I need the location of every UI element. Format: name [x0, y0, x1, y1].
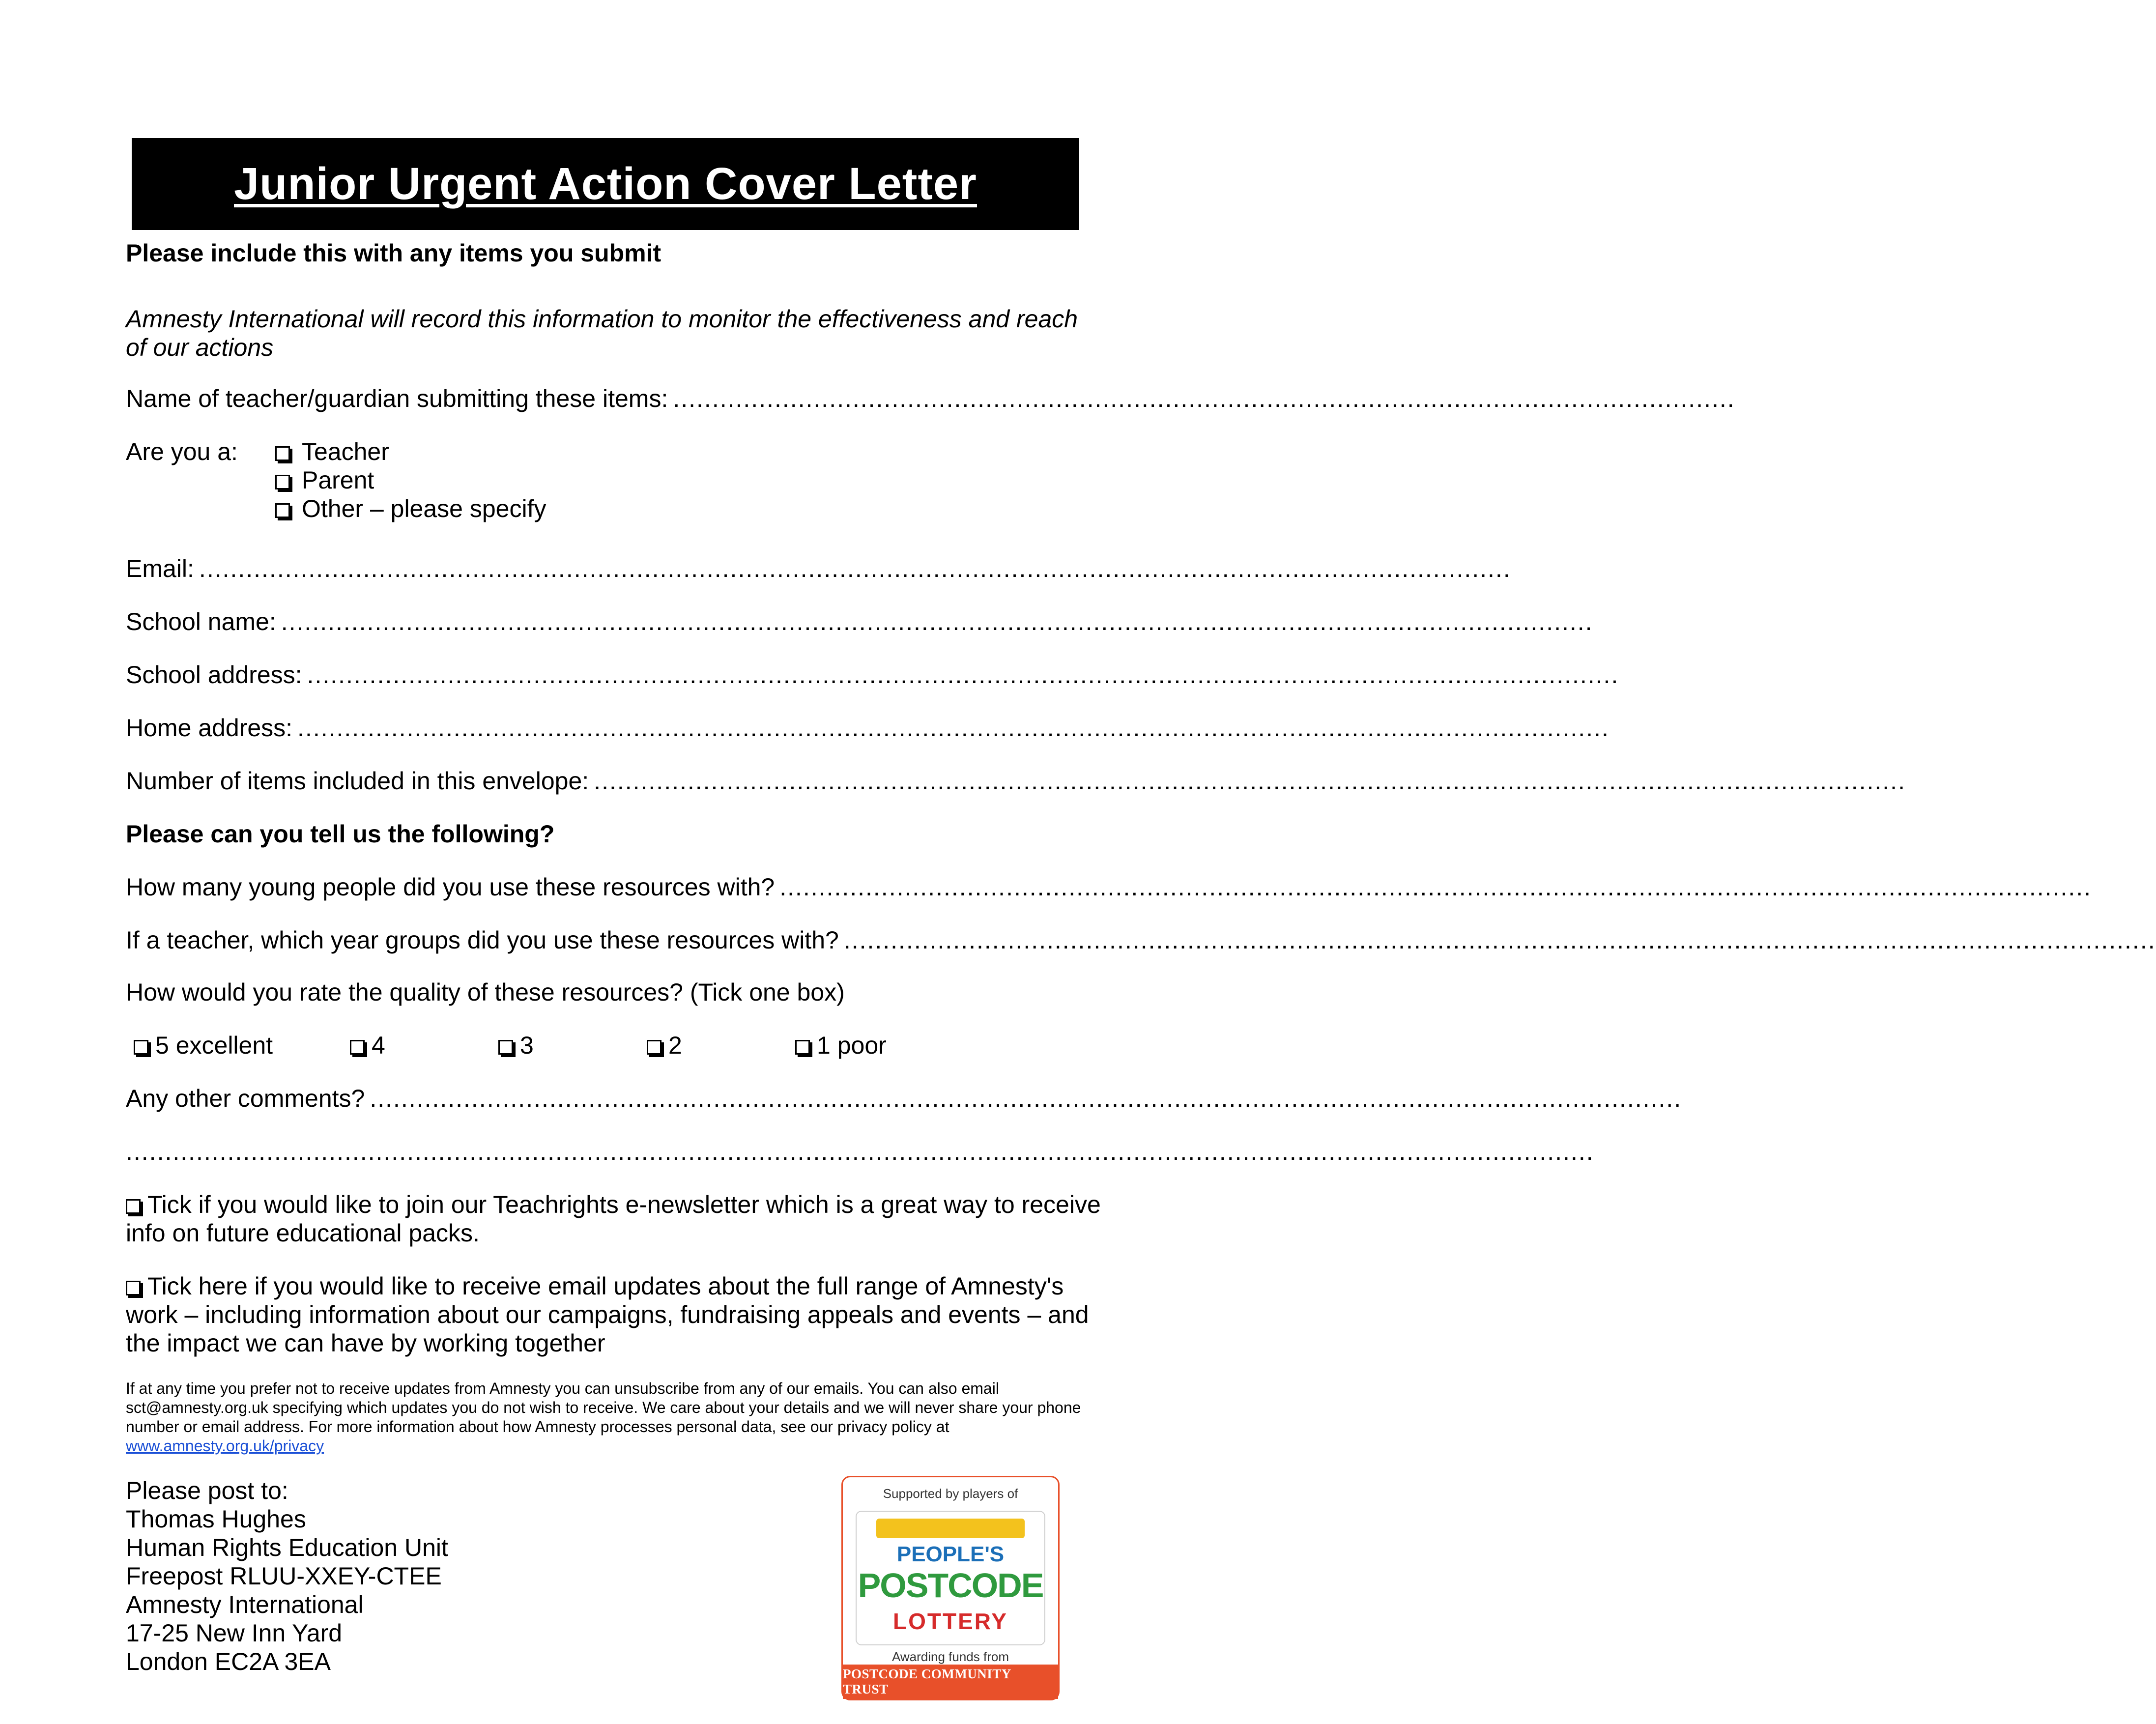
item-count-label: Number of items included in this envelope:: [126, 767, 589, 795]
comments-field[interactable]: [126, 1084, 1682, 1113]
item-count-field[interactable]: [126, 767, 1906, 795]
teacher-name-label: Name of teacher/guardian submitting these items:: [126, 385, 668, 412]
title-banner: [132, 138, 1079, 230]
privacy-text: If at any time you prefer not to receive updates from Amnesty you can unsubscribe from any of our emails. You can also email sct@amnesty.org.uk specifying which updates you do not wish to receive. We care about your details and we will never share your phone number or email address. For more information about how Amnesty processes personal data, see our privacy policy at: [126, 1379, 1081, 1436]
checkbox[interactable]: [647, 1040, 661, 1055]
newsletter-text: Tick if you would like to join our Teachrights e-newsletter which is a great way to receive info on future educational packs.: [126, 1191, 1101, 1247]
option-label: 2: [668, 1032, 682, 1059]
updates-option[interactable]: [126, 1272, 1104, 1357]
dotted-line: ........................................................................................................................................................................: [307, 661, 1619, 689]
school-name-field[interactable]: [126, 607, 1593, 636]
privacy-link[interactable]: www.amnesty.org.uk/privacy: [126, 1437, 324, 1455]
intro-text: Amnesty International will record this information to monitor the effectiveness and reach of our actions: [126, 305, 1078, 361]
email-label: Email:: [126, 555, 194, 582]
young-people-label: How many young people did you use these resources with?: [126, 873, 775, 901]
rating-option-1[interactable]: [795, 1031, 887, 1060]
school-name-label: School name:: [126, 608, 276, 635]
year-groups-label: If a teacher, which year groups did you use these resources with?: [126, 926, 839, 954]
home-address-label: Home address:: [126, 714, 293, 742]
checkbox[interactable]: [350, 1040, 365, 1055]
rating-option-3[interactable]: [498, 1031, 534, 1060]
checkbox[interactable]: [126, 1199, 141, 1214]
option-label: Other – please specify: [302, 495, 546, 522]
dotted-line: ........................................................................................................................................................................: [370, 1085, 1682, 1112]
checkbox[interactable]: [275, 503, 290, 518]
school-address-field[interactable]: [126, 661, 1619, 689]
logo-line-peoples: PEOPLE'S: [896, 1542, 1005, 1566]
rating-question: How would you rate the quality of these resources? (Tick one box): [126, 978, 845, 1006]
logo-trust-band: POSTCODE COMMUNITY TRUST: [843, 1665, 1058, 1699]
option-label: Teacher: [302, 438, 389, 465]
page-title: Junior Urgent Action Cover Letter: [234, 159, 977, 209]
dotted-line: ............................................................................................................................................................................................: [126, 1138, 1594, 1165]
ribbon-icon: [876, 1519, 1025, 1538]
address-heading: Please post to:: [126, 1477, 288, 1504]
logo-line-postcode: POSTCODE: [858, 1566, 1043, 1605]
subtitle: Please include this with any items you submit: [126, 239, 661, 267]
option-label: 3: [520, 1032, 534, 1059]
postal-address: [126, 1476, 448, 1676]
home-address-field[interactable]: [126, 714, 1610, 742]
logo-awarding-text: Awarding funds from: [892, 1649, 1009, 1664]
privacy-notice: [126, 1379, 1104, 1456]
year-groups-field[interactable]: [126, 926, 2156, 954]
dotted-line: ........................................................................................................................................................................: [779, 873, 2092, 901]
checkbox[interactable]: [275, 446, 290, 461]
logo-badge: [856, 1511, 1045, 1645]
logo-line-lottery: LOTTERY: [893, 1609, 1008, 1634]
checkbox[interactable]: [126, 1281, 141, 1295]
dotted-line: ........................................................................................................................................................................: [594, 767, 1906, 795]
address-line: Freepost RLUU-XXEY-CTEE: [126, 1562, 442, 1590]
dotted-line: ........................................................................................................................................................................: [297, 714, 1610, 742]
checkbox[interactable]: [795, 1040, 810, 1055]
updates-text: Tick here if you would like to receive email updates about the full range of Amnesty's work – including information about our campaigns, fundraising appeals and events – and the impact we can have by working together: [126, 1272, 1089, 1357]
dotted-line: ........................................................................................................................................................................: [843, 926, 2156, 954]
address-line: Thomas Hughes: [126, 1505, 306, 1533]
email-field[interactable]: [126, 554, 1511, 583]
option-label: 5 excellent: [155, 1032, 273, 1059]
comments-second-line[interactable]: [126, 1137, 1594, 1166]
role-option-teacher[interactable]: [275, 437, 389, 466]
role-option-other[interactable]: [275, 494, 546, 523]
role-option-parent[interactable]: [275, 466, 374, 494]
comments-label: Any other comments?: [126, 1085, 365, 1112]
option-label: 4: [372, 1032, 385, 1059]
postcode-lottery-logo: [841, 1476, 1060, 1700]
option-label: Parent: [302, 466, 374, 494]
newsletter-option[interactable]: [126, 1190, 1104, 1247]
option-label: 1 poor: [817, 1032, 887, 1059]
questions-heading: Please can you tell us the following?: [126, 820, 555, 848]
young-people-field[interactable]: [126, 873, 2092, 901]
school-address-label: School address:: [126, 661, 302, 689]
checkbox[interactable]: [134, 1040, 148, 1055]
dotted-line: ........................................................................................................................................................................: [199, 555, 1511, 582]
address-line: Human Rights Education Unit: [126, 1534, 448, 1561]
teacher-name-field[interactable]: [126, 384, 1735, 413]
dotted-line: ........................................................................................................................................: [673, 385, 1735, 412]
dotted-line: ........................................................................................................................................................................: [281, 608, 1593, 635]
rating-option-4[interactable]: [350, 1031, 385, 1060]
logo-supported-text: Supported by players of: [883, 1486, 1018, 1501]
address-line: London EC2A 3EA: [126, 1648, 331, 1675]
address-line: 17-25 New Inn Yard: [126, 1619, 343, 1647]
rating-option-5[interactable]: [134, 1031, 273, 1060]
rating-option-2[interactable]: [647, 1031, 682, 1060]
checkbox[interactable]: [275, 475, 290, 489]
role-label: Are you a:: [126, 438, 238, 465]
address-line: Amnesty International: [126, 1591, 364, 1618]
checkbox[interactable]: [498, 1040, 513, 1055]
